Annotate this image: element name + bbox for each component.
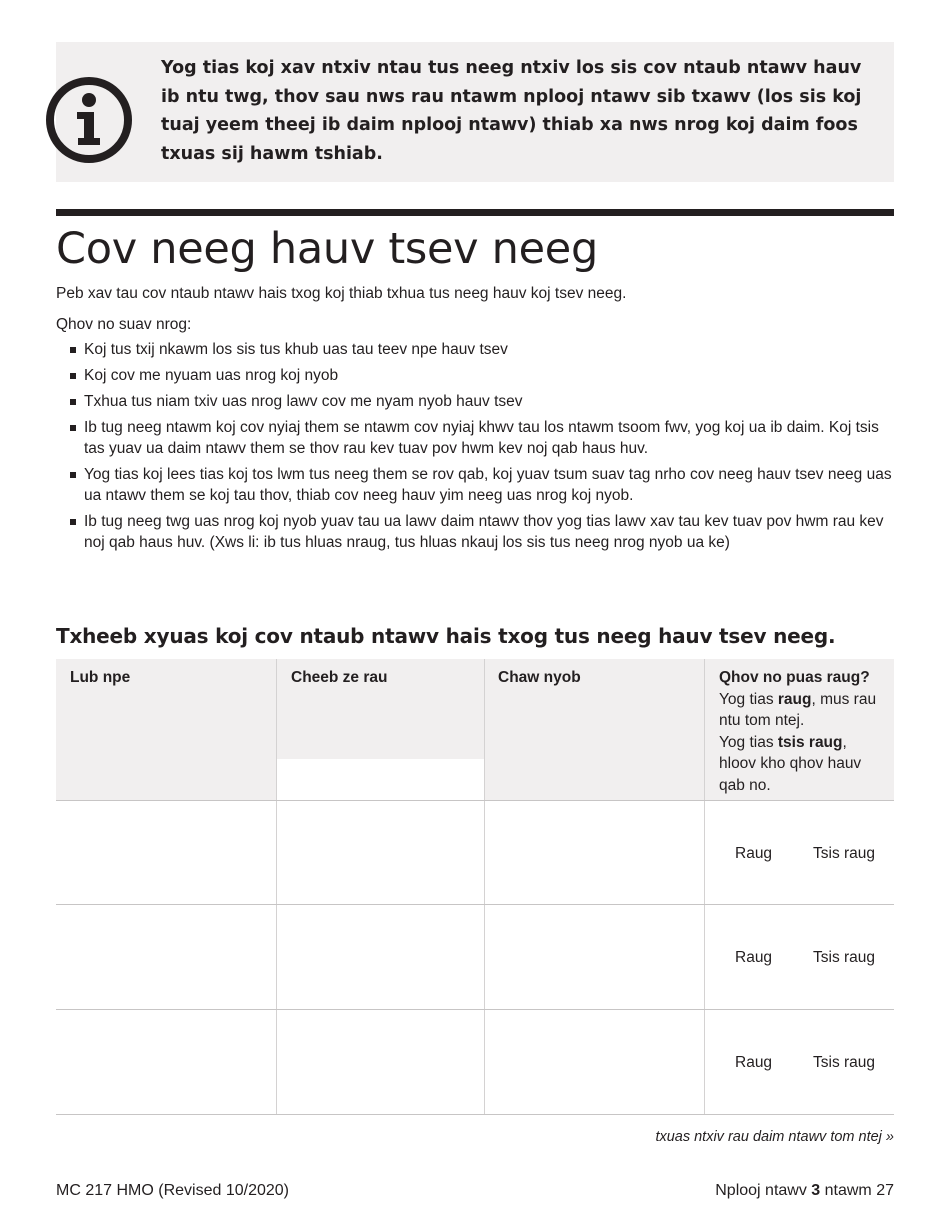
list-item: Ib tug neeg twg uas nrog koj nyob yuav tau ua lawv daim ntawv thov yog tias lawv xav tau kev tuav pov hwm rau kev noj qab haus huv. (Xws li: ib tus hluas nraug, tus hluas nkauj los sis tus neeg nrog nyob ua ke) [70,511,894,553]
info-callout [56,42,894,182]
choice-no[interactable]: Tsis raug [813,1054,876,1071]
choice-yes[interactable]: Raug [735,845,773,862]
choice-no[interactable]: Tsis raug [813,949,876,966]
choice-yes[interactable]: Raug [735,949,773,966]
choice-yes[interactable]: Raug [735,1054,773,1071]
list-item: Txhua tus niam txiv uas nrog lawv cov me nyam nyob hauv tsev [70,391,894,412]
lead-text: Qhov no suav nrog: [56,316,192,333]
column-header-address: Chaw nyob [498,669,581,686]
form-id: MC 217 HMO (Revised 10/2020) [56,1182,289,1199]
continue-note: txuas ntxiv rau daim ntawv tom ntej » [655,1129,894,1145]
info-icon [44,75,134,165]
column-header-question: Qhov no puas raug? Yog tias raug, mus rau ntu tom ntej. Yog tias tsis raug, hloov kho qhov hauv qab no. [719,669,877,794]
list-item: Yog tias koj lees tias koj tos lwm tus neeg them se rov qab, koj yuav tsum suav tag nrho cov neeg hauv tsev neeg uas ua ntawv them se koj tau thov, thiab cov neeg hauv yim neeg uas nrog koj nyob. [70,464,894,506]
household-members-list [70,339,894,558]
column-header-name: Lub npe [70,669,131,686]
household-table [56,659,894,1115]
table-heading: Txheeb xyuas koj cov ntaub ntawv hais txog tus neeg hauv tsev neeg. [56,624,836,648]
intro-text: Peb xav tau cov ntaub ntawv hais txog koj thiab txhua tus neeg hauv koj tsev neeg. [56,285,627,302]
info-text: Yog tias koj xav ntxiv ntau tus neeg ntxiv los sis cov ntaub ntawv hauv ib ntu twg, thov sau nws rau ntawm nplooj ntawv sib txawv (los sis koj tuaj yeem theej ib daim nplooj ntawv) thiab xa nws nrog koj daim foos txuas sij hawm tshiab. [161,58,862,164]
page-number: Nplooj ntawv 3 ntawm 27 [715,1182,894,1199]
list-item: Koj tus txij nkawm los sis tus khub uas tau teev npe hauv tsev [70,339,894,360]
page-title: Cov neeg hauv tsev neeg [56,224,598,274]
choice-no[interactable]: Tsis raug [813,845,876,862]
column-header-relationship: Cheeb ze rau [291,669,388,686]
list-item: Koj cov me nyuam uas nrog koj nyob [70,365,894,386]
section-divider [56,209,894,216]
list-item: Ib tug neeg ntawm koj cov nyiaj them se ntawm cov nyiaj khwv tau los ntawm tsoom fwv, yog koj ua ib daim. Koj tsis tas yuav ua daim ntawv them se thov rau kev tuav pov hwm kev noj qab haus huv. [70,417,894,459]
